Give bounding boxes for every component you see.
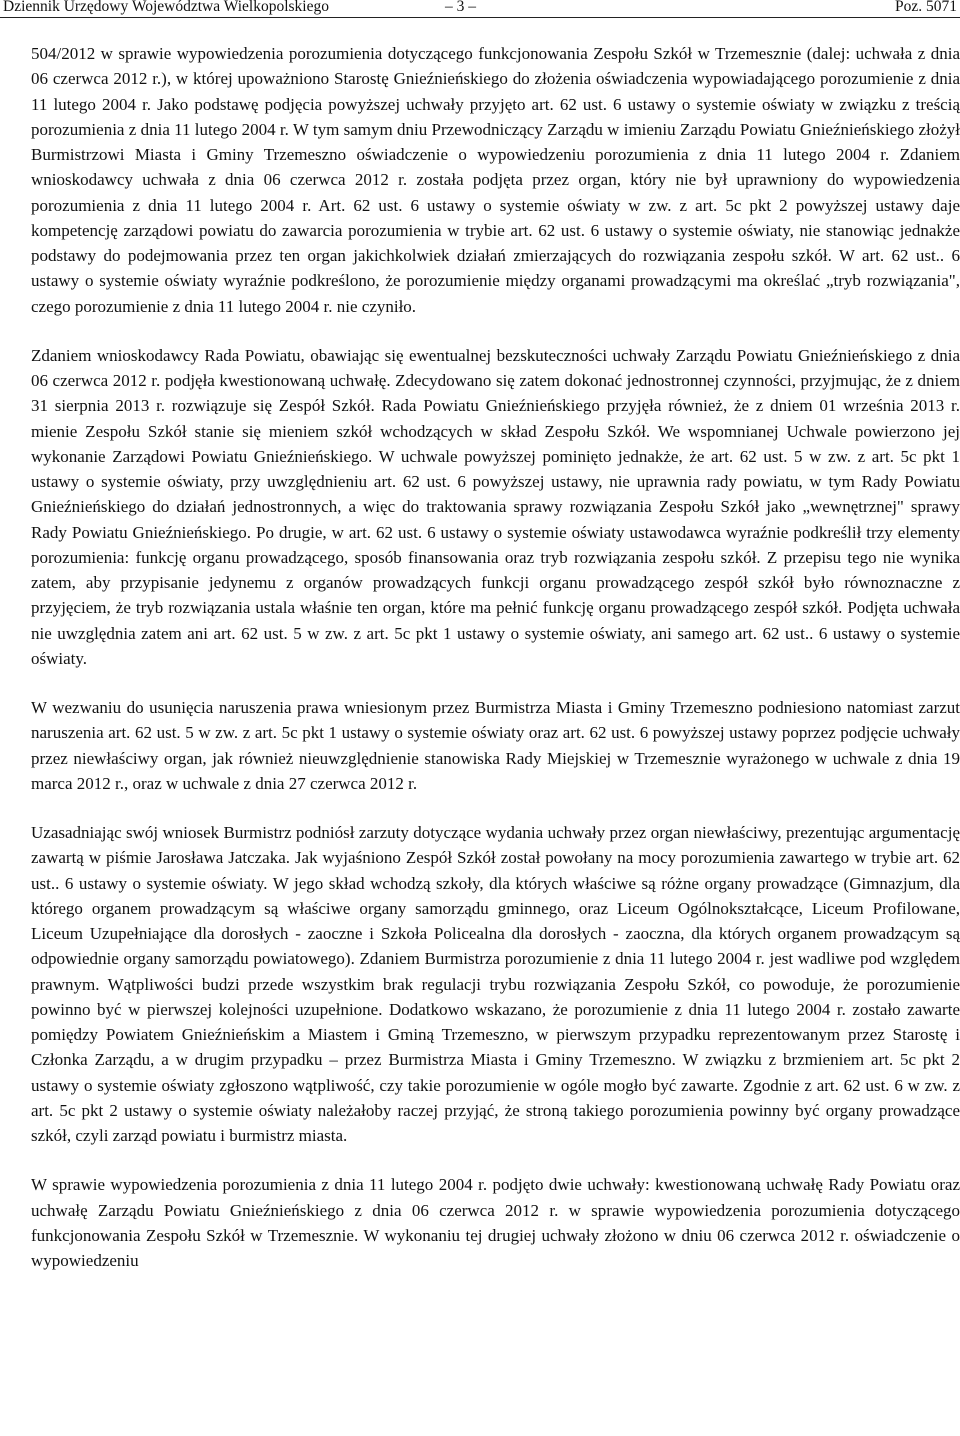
page-header xyxy=(0,0,960,20)
paragraph: W sprawie wypowiedzenia porozumienia z dnia 11 lutego 2004 r. podjęto dwie uchwały: kwestionowaną uchwałę Rady Powiatu oraz uchwałę Zarządu Powiatu Gnieźnieńskiego z dnia 06 czerwca 2012 r. w sprawie wypowiedzenia porozumienia dotyczącego funkcjonowania Zespołu Szkół w Trzemesznie. W wykonaniu tej drugiej uchwały złożono w dniu 06 czerwca 2012 r. oświadczenie o wypowiedzeniu xyxy=(31,1175,960,1270)
header-divider xyxy=(0,17,960,18)
paragraph: W wezwaniu do usunięcia naruszenia prawa wniesionym przez Burmistrza Miasta i Gminy Trzemeszno podniesiono natomiast zarzut naruszenia art. 62 ust. 5 w zw. z art. 5c pkt 1 ustawy o systemie oświaty oraz art. 62 ust. 6 powyższej ustawy poprzez podjęcie uchwały przez niewłaściwy organ, jak również nieuwzględnienie stanowiska Rady Miejskiej w Trzemesznie wyrażonego w uchwale z dnia 19 marca 2012 r., oraz w uchwale z dnia 27 czerwca 2012 r. xyxy=(31,698,960,793)
document-body xyxy=(31,41,960,1273)
page-number: – 3 – xyxy=(445,0,476,15)
position-number: Poz. 5071 xyxy=(895,0,957,15)
paragraph: Uzasadniając swój wniosek Burmistrz podniósł zarzuty dotyczące wydania uchwały przez organ niewłaściwy, prezentując argumentację zawartą w piśmie Jarosława Jatczaka. Jak wyjaśniono Zespół Szkół został powołany na mocy porozumienia zawartego w trybie art. 62 ust.. 6 ustawy o systemie oświaty. W jego skład wchodzą szkoły, dla których właściwe są różne organy prowadzące (Gimnazjum, dla którego organem prowadzącym są właściwe organy samorządu gminnego, oraz Liceum Ogólnokształcące, Liceum Profilowane, Liceum Uzupełniające dla dorosłych - zaoczne i Szkoła Policealna dla dorosłych - zaoczna, dla których organem prowadzącym są odpowiednie organy samorządu powiatowego). Zdaniem Burmistrza porozumienie z dnia 11 lutego 2004 r. jest wadliwe pod względem prawnym. Wątpliwości budzi przede wszystkim brak regulacji trybu rozwiązania Zespołu Szkół, co powoduje, że porozumienie powinno być w pierwszej kolejności uzupełnione. Dodatkowo wskazano, że porozumienie z dnia 11 lutego 2004 r. zostało zawarte pomiędzy Powiatem Gnieźnieńskim a Miastem i Gminą Trzemeszno, w pierwszym przypadku reprezentowanym przez Starostę i Członka Zarządu, a w drugim przypadku – przez Burmistrza Miasta i Gminy Trzemeszno. W związku z brzmieniem art. 5c pkt 2 ustawy o systemie oświaty zgłoszono wątpliwość, czy takie porozumienie w ogóle mogło być zawarte. Zgodnie z art. 62 ust. 6 w zw. z art. 5c pkt 2 ustawy o systemie oświaty należałoby raczej przyjąć, że stroną takiego porozumienia powinny być organy prowadzące szkół, czyli zarząd powiatu i burmistrz miasta. xyxy=(31,823,960,1145)
journal-title: Dziennik Urzędowy Województwa Wielkopolskiego xyxy=(3,0,329,15)
paragraph: 504/2012 w sprawie wypowiedzenia porozumienia dotyczącego funkcjonowania Zespołu Szkół w Trzemesznie (dalej: uchwała z dnia 06 czerwca 2012 r.), w której upoważniono Starostę Gnieźnieńskiego do złożenia oświadczenia wypowiadającego porozumienie z dnia 11 lutego 2004 r. Jako podstawę podjęcia powyższej uchwały przyjęto art. 62 ust. 6 ustawy o systemie oświaty w związku z treścią porozumienia z dnia 11 lutego 2004 r. W tym samym dniu Przewodniczący Zarządu w imieniu Zarządu Powiatu Gnieźnieńskiego złożył Burmistrzowi Miasta i Gminy Trzemeszno oświadczenie o wypowiedzeniu porozumienia z dnia 11 lutego 2004 r. Zdaniem wnioskodawcy uchwała z dnia 06 czerwca 2012 r. została podjęta przez organ, który nie był uprawniony do wypowiedzenia porozumienia z dnia 11 lutego 2004 r. Art. 62 ust. 6 ustawy o systemie oświaty w zw. z art. 5c pkt 2 powyższej ustawy daje kompetencję zarządowi powiatu do zawarcia porozumienia w trybie art. 62 ust. 6 ustawy o systemie oświaty, nie stanowiąc jednakże podstawy do podejmowania przez ten organ jakichkolwiek działań zmierzających do rozwiązania zespołu szkół. W art. 62 ust.. 6 ustawy o systemie oświaty wyraźnie podkreślono, że porozumienie między organami prowadzącymi ma określać „tryb rozwiązania", czego porozumienie z dnia 11 lutego 2004 r. nie czyniło. xyxy=(31,44,960,316)
paragraph: Zdaniem wnioskodawcy Rada Powiatu, obawiając się ewentualnej bezskuteczności uchwały Zarządu Powiatu Gnieźnieńskiego z dnia 06 czerwca 2012 r. podjęła kwestionowaną uchwałę. Zdecydowano się zatem dokonać jednostronnej czynności, przyjmując, że z dniem 31 sierpnia 2013 r. rozwiązuje się Zespół Szkół. Rada Powiatu Gnieźnieńskiego przyjęła również, że z dniem 01 września 2013 r. mienie Zespołu Szkół stanie się mieniem szkół wchodzących w skład Zespołu Szkół. We wspomnianej Uchwale powierzono jej wykonanie Zarządowi Powiatu Gnieźnieńskiego. W uchwale powyższej pominięto jednakże, że art. 62 ust. 5 w zw. z art. 5c pkt 1 ustawy o systemie oświaty, przy uwzględnieniu art. 62 ust. 6 powyższej ustawy, nie uprawnia rady powiatu, w tym Rady Powiatu Gnieźnieńskiego do działań jednostronnych, a więc do traktowania sprawy rozwiązania Zespołu Szkół jako „wewnętrznej" sprawy Rady Powiatu Gnieźnieńskiego. Po drugie, w art. 62 ust. 6 ustawy o systemie oświaty ustawodawca wyraźnie podkreślił trzy elementy porozumienia: funkcję organu prowadzącego, sposób finansowania oraz tryb rozwiązania zespołu szkół. Z przepisu tego nie wynika zatem, aby przypisanie jedynemu z organów prowadzących funkcji organu prowadzącego zespół szkół było równoznaczne z przyjęciem, że tryb rozwiązania ustala właśnie ten organ, które ma pełnić funkcję organu prowadzącego zespół szkół. Podjęta uchwała nie uwzględnia zatem ani art. 62 ust. 5 w zw. z art. 5c pkt 1 ustawy o systemie oświaty, ani samego art. 62 ust.. 6 ustawy o systemie oświaty. xyxy=(31,345,960,668)
